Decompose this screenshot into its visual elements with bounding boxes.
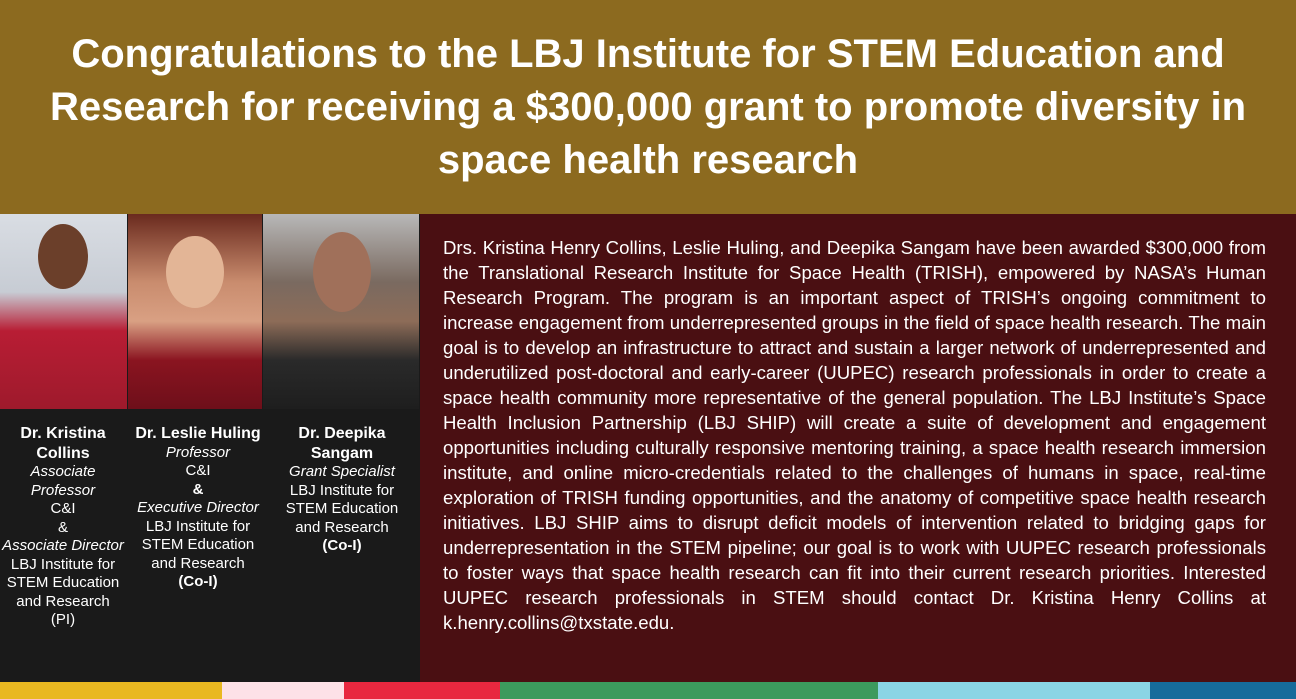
person-detail: Associate Director	[2, 537, 124, 554]
stripe-pink	[222, 682, 344, 699]
people-panel	[0, 214, 420, 682]
person-detail: C&I	[185, 462, 211, 479]
color-stripe	[0, 682, 1296, 699]
person-detail: LBJ Institute for STEM Education and Research	[141, 517, 255, 572]
announcement-panel	[420, 214, 1296, 682]
stripe-green	[500, 682, 878, 699]
person-detail: (PI)	[50, 611, 76, 628]
header-banner	[0, 0, 1296, 214]
photo-kristina-collins	[0, 214, 127, 409]
caption-leslie-huling	[130, 424, 266, 592]
caption-deepika-sangam	[274, 424, 410, 556]
announcement-body: Drs. Kristina Henry Collins, Leslie Huling, and Deepika Sangam have been awarded $300,000 from the Translational Research Institute for Space Health (TRISH), empowered by NASA’s Human Research Program. The program is an important aspect of TRISH’s ongoing commitment to increase engagement from underrepresented groups in the field of space health research. The main goal is to develop an infrastructure to attract and sustain a larger network of underrepresented and underutilized post-doctoral and early-career (UUPEC) research professionals in order to create a space health community more representative of the general population. The LBJ Institute’s Space Health Inclusion Partnership (LBJ SHIP) will create a suite of development and engagement opportunities including culturally responsive mentoring training, a space health research immersion institute, and online micro-credentials related to the challenges of humans in space, real-time exploration of TRISH funding opportunities, and the anatomy of competitive space health research initiatives. LBJ SHIP aims to disrupt deficit models of intervention related to bridging gaps for underrepresentation in the STEM pipeline; our goal is to work with UUPEC research professionals to foster ways that space health research can fit into their current research priorities. Interested UUPEC research professionals in STEM should contact Dr. Kristina Henry Collins at k.henry.collins@txstate.edu.	[443, 237, 1266, 633]
person-detail: Grant Specialist	[289, 463, 395, 480]
stripe-dark-blue	[1150, 682, 1296, 699]
person-detail: Professor	[165, 443, 231, 461]
person-detail: Associate Professor	[30, 463, 96, 499]
photo-deepika-sangam	[263, 214, 419, 409]
photo-leslie-huling	[128, 214, 262, 409]
person-name: Dr. Deepika Sangam	[298, 425, 386, 462]
person-detail: &	[192, 480, 204, 498]
person-detail: Executive Director	[137, 499, 259, 516]
person-detail: C&I	[50, 500, 76, 517]
caption-kristina-collins	[2, 424, 124, 630]
person-detail: LBJ Institute for STEM Education and Research	[6, 555, 120, 610]
stripe-light-blue	[878, 682, 1150, 699]
person-name: Dr. Kristina Collins	[20, 425, 106, 462]
person-name: Dr. Leslie Huling	[135, 425, 261, 442]
person-detail: (Co-I)	[322, 537, 362, 554]
person-detail: LBJ Institute for STEM Education and Research	[285, 481, 399, 536]
headline: Congratulations to the LBJ Institute for STEM Education and Research for receiving a $300,000 grant to promote diversity in space health research	[49, 31, 1246, 182]
stripe-red	[344, 682, 500, 699]
person-detail: (Co-I)	[178, 573, 218, 590]
stripe-yellow	[0, 682, 222, 699]
person-detail: &	[57, 518, 68, 536]
